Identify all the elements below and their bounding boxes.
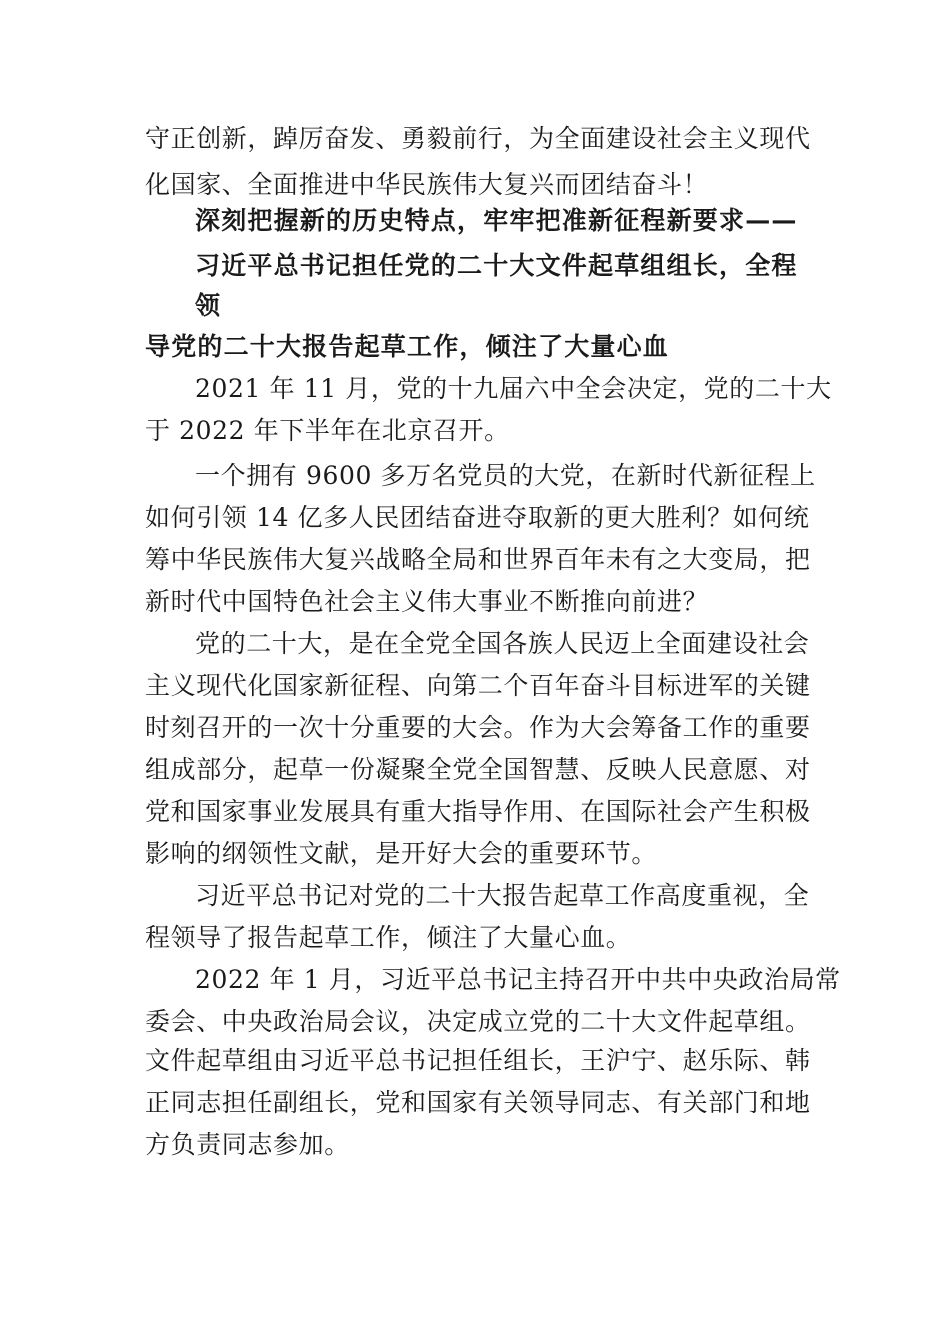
text-line: 如何引领 14 亿多人民团结奋进夺取新的更大胜利？如何统	[145, 503, 810, 532]
text-line: 时刻召开的一次十分重要的大会。作为大会筹备工作的重要	[145, 713, 811, 742]
heading-line: 导党的二十大报告起草工作，倾注了大量心血	[145, 332, 670, 361]
text-line: 委会、中央政治局会议，决定成立党的二十大文件起草组。	[145, 1007, 811, 1036]
text-line: 2022 年 1 月，习近平总书记主持召开中共中央政治局常	[195, 965, 841, 994]
text-line: 方负责同志参加。	[145, 1130, 350, 1159]
text-line: 一个拥有 9600 多万名党员的大党，在新时代新征程上	[195, 461, 816, 490]
text-line: 筹中华民族伟大复兴战略全局和世界百年未有之大变局，把	[145, 545, 811, 574]
text-line: 党和国家事业发展具有重大指导作用、在国际社会产生积极	[145, 797, 811, 826]
heading-line: 习近平总书记担任党的二十大文件起草组组长，全程	[195, 251, 798, 280]
text-line: 于 2022 年下半年在北京召开。	[145, 416, 510, 445]
text-line: 2021 年 11 月，党的十九届六中全会决定，党的二十大	[195, 374, 832, 403]
heading-line: 领	[195, 291, 222, 320]
text-line: 文件起草组由习近平总书记担任组长，王沪宁、赵乐际、韩	[145, 1046, 811, 1075]
text-line: 主义现代化国家新征程、向第二个百年奋斗目标进军的关键	[145, 671, 811, 700]
text-line: 化国家、全面推进中华民族伟大复兴而团结奋斗！	[145, 170, 709, 199]
text-line: 组成部分，起草一份凝聚全党全国智慧、反映人民意愿、对	[145, 755, 811, 784]
text-line: 程领导了报告起草工作，倾注了大量心血。	[145, 923, 632, 952]
text-line: 新时代中国特色社会主义伟大事业不断推向前进？	[145, 587, 709, 616]
text-line: 党的二十大，是在全党全国各族人民迈上全面建设社会	[195, 629, 810, 658]
text-line: 习近平总书记对党的二十大报告起草工作高度重视，全	[195, 881, 810, 910]
heading-line: 深刻把握新的历史特点，牢牢把准新征程新要求——	[195, 206, 798, 235]
text-line: 正同志担任副组长，党和国家有关领导同志、有关部门和地	[145, 1088, 811, 1117]
text-line: 影响的纲领性文献，是开好大会的重要环节。	[145, 839, 658, 868]
text-line: 守正创新，踔厉奋发、勇毅前行，为全面建设社会主义现代	[145, 124, 811, 153]
